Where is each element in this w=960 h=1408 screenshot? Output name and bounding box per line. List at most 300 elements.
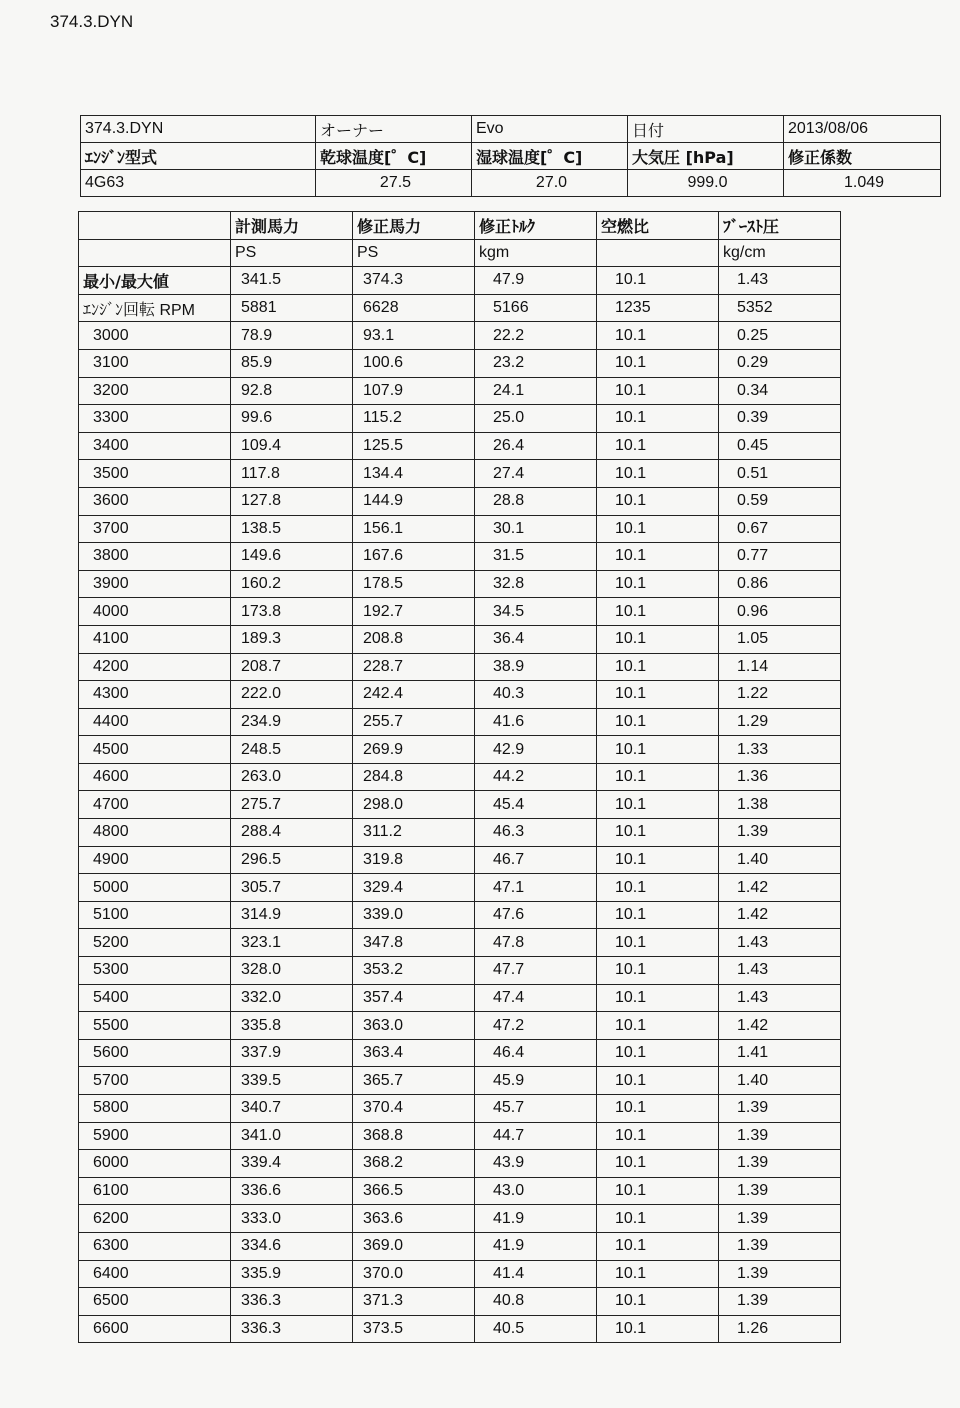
boost-pressure-cell: 1.39 xyxy=(719,1095,841,1123)
measured-power-cell: 234.9 xyxy=(231,708,353,736)
corrected-torque-cell: 26.4 xyxy=(475,432,597,460)
corrected-torque-cell: 40.5 xyxy=(475,1315,597,1343)
measured-power-cell: 341.0 xyxy=(231,1122,353,1150)
corrected-torque-cell: 45.4 xyxy=(475,791,597,819)
table-row xyxy=(79,736,841,764)
table-row xyxy=(79,653,841,681)
corrected-torque-cell: 36.4 xyxy=(475,625,597,653)
rpm-cell: 5200 xyxy=(79,929,231,957)
corrected-torque-cell: 47.4 xyxy=(475,984,597,1012)
air-fuel-ratio-cell: 10.1 xyxy=(597,1067,719,1095)
unit-measured-power: PS xyxy=(231,239,353,267)
min-max-cell: 374.3 xyxy=(353,267,475,295)
rpm-cell: 3100 xyxy=(79,349,231,377)
corrected-power-cell: 167.6 xyxy=(353,543,475,571)
corrected-power-cell: 269.9 xyxy=(353,736,475,764)
rpm-cell: 4700 xyxy=(79,791,231,819)
rpm-cell: 3000 xyxy=(79,322,231,350)
info-wet-bulb-value: 27.0 xyxy=(472,170,628,197)
boost-pressure-cell: 1.39 xyxy=(719,1177,841,1205)
measured-power-cell: 78.9 xyxy=(231,322,353,350)
rpm-cell: 3400 xyxy=(79,432,231,460)
corrected-torque-cell: 27.4 xyxy=(475,460,597,488)
boost-pressure-cell: 1.38 xyxy=(719,791,841,819)
boost-pressure-cell: 1.39 xyxy=(719,819,841,847)
boost-pressure-cell: 0.59 xyxy=(719,487,841,515)
measured-power-cell: 263.0 xyxy=(231,763,353,791)
info-file-name: 374.3.DYN xyxy=(81,116,316,143)
measured-power-cell: 333.0 xyxy=(231,1205,353,1233)
air-fuel-ratio-cell: 10.1 xyxy=(597,653,719,681)
measured-power-cell: 323.1 xyxy=(231,929,353,957)
measured-power-cell: 334.6 xyxy=(231,1232,353,1260)
boost-pressure-cell: 1.22 xyxy=(719,681,841,709)
corrected-power-cell: 347.8 xyxy=(353,929,475,957)
corrected-torque-cell: 45.7 xyxy=(475,1095,597,1123)
measured-power-cell: 208.7 xyxy=(231,653,353,681)
corrected-torque-cell: 24.1 xyxy=(475,377,597,405)
measured-power-cell: 336.6 xyxy=(231,1177,353,1205)
rpm-cell: 4300 xyxy=(79,681,231,709)
rpm-cell: 5600 xyxy=(79,1039,231,1067)
min-max-cell: 1.43 xyxy=(719,267,841,295)
corrected-power-cell: 298.0 xyxy=(353,791,475,819)
rpm-cell: 4900 xyxy=(79,846,231,874)
min-max-row xyxy=(79,267,841,295)
measured-power-cell: 109.4 xyxy=(231,432,353,460)
corrected-power-cell: 134.4 xyxy=(353,460,475,488)
table-row xyxy=(79,901,841,929)
info-row-labels xyxy=(81,143,941,170)
rpm-cell: 6100 xyxy=(79,1177,231,1205)
air-fuel-ratio-cell: 10.1 xyxy=(597,874,719,902)
corrected-torque-cell: 47.7 xyxy=(475,957,597,985)
info-table xyxy=(80,115,941,197)
corrected-power-cell: 156.1 xyxy=(353,515,475,543)
air-fuel-ratio-cell: 10.1 xyxy=(597,349,719,377)
rpm-cell: 3300 xyxy=(79,405,231,433)
corrected-torque-cell: 22.2 xyxy=(475,322,597,350)
boost-pressure-cell: 0.86 xyxy=(719,570,841,598)
boost-pressure-cell: 1.43 xyxy=(719,957,841,985)
header-measured-power: 計測馬力 xyxy=(231,212,353,240)
header-corrected-torque: 修正ﾄﾙｸ xyxy=(475,212,597,240)
table-row xyxy=(79,598,841,626)
corrected-torque-cell: 40.8 xyxy=(475,1288,597,1316)
rpm-cell: 4100 xyxy=(79,625,231,653)
header-corrected-power: 修正馬力 xyxy=(353,212,475,240)
rpm-cell: 5900 xyxy=(79,1122,231,1150)
measured-power-cell: 314.9 xyxy=(231,901,353,929)
corrected-torque-cell: 42.9 xyxy=(475,736,597,764)
rpm-cell: 5300 xyxy=(79,957,231,985)
corrected-power-cell: 192.7 xyxy=(353,598,475,626)
boost-pressure-cell: 0.39 xyxy=(719,405,841,433)
boost-pressure-cell: 1.40 xyxy=(719,846,841,874)
info-date-value: 2013/08/06 xyxy=(784,116,941,143)
boost-pressure-cell: 0.45 xyxy=(719,432,841,460)
corrected-torque-cell: 25.0 xyxy=(475,405,597,433)
info-correction-value: 1.049 xyxy=(784,170,941,197)
corrected-power-cell: 115.2 xyxy=(353,405,475,433)
info-engine-type-label: ｴﾝｼﾞﾝ型式 xyxy=(81,143,316,170)
air-fuel-ratio-cell: 10.1 xyxy=(597,1260,719,1288)
measured-power-cell: 222.0 xyxy=(231,681,353,709)
table-row xyxy=(79,322,841,350)
table-row xyxy=(79,846,841,874)
corrected-power-cell: 178.5 xyxy=(353,570,475,598)
air-fuel-ratio-cell: 10.1 xyxy=(597,708,719,736)
corrected-power-cell: 368.2 xyxy=(353,1150,475,1178)
rpm-cell: 6400 xyxy=(79,1260,231,1288)
engine-rpm-cell: 6628 xyxy=(353,294,475,322)
min-max-cell: 47.9 xyxy=(475,267,597,295)
measured-power-cell: 92.8 xyxy=(231,377,353,405)
air-fuel-ratio-cell: 10.1 xyxy=(597,1039,719,1067)
boost-pressure-cell: 1.39 xyxy=(719,1260,841,1288)
unit-blank xyxy=(79,239,231,267)
dyno-data-rows xyxy=(79,322,841,1343)
table-row xyxy=(79,349,841,377)
corrected-torque-cell: 38.9 xyxy=(475,653,597,681)
air-fuel-ratio-cell: 10.1 xyxy=(597,543,719,571)
measured-power-cell: 335.9 xyxy=(231,1260,353,1288)
corrected-torque-cell: 34.5 xyxy=(475,598,597,626)
boost-pressure-cell: 1.43 xyxy=(719,929,841,957)
min-max-label: 最小/最大値 xyxy=(79,267,231,295)
air-fuel-ratio-cell: 10.1 xyxy=(597,460,719,488)
rpm-cell: 6600 xyxy=(79,1315,231,1343)
corrected-power-cell: 311.2 xyxy=(353,819,475,847)
engine-rpm-cell: 5881 xyxy=(231,294,353,322)
measured-power-cell: 117.8 xyxy=(231,460,353,488)
corrected-torque-cell: 43.9 xyxy=(475,1150,597,1178)
corrected-power-cell: 363.6 xyxy=(353,1205,475,1233)
boost-pressure-cell: 0.34 xyxy=(719,377,841,405)
air-fuel-ratio-cell: 10.1 xyxy=(597,487,719,515)
table-row xyxy=(79,405,841,433)
boost-pressure-cell: 1.39 xyxy=(719,1205,841,1233)
corrected-torque-cell: 40.3 xyxy=(475,681,597,709)
info-engine-type-value: 4G63 xyxy=(81,170,316,197)
air-fuel-ratio-cell: 10.1 xyxy=(597,846,719,874)
min-max-cell: 10.1 xyxy=(597,267,719,295)
header-air-fuel-ratio: 空燃比 xyxy=(597,212,719,240)
measured-power-cell: 337.9 xyxy=(231,1039,353,1067)
rpm-cell: 5400 xyxy=(79,984,231,1012)
info-dry-bulb-label: 乾球温度[゜C] xyxy=(316,143,472,170)
air-fuel-ratio-cell: 10.1 xyxy=(597,957,719,985)
rpm-cell: 4400 xyxy=(79,708,231,736)
air-fuel-ratio-cell: 10.1 xyxy=(597,1177,719,1205)
air-fuel-ratio-cell: 10.1 xyxy=(597,322,719,350)
min-max-cell: 341.5 xyxy=(231,267,353,295)
table-row xyxy=(79,1122,841,1150)
air-fuel-ratio-cell: 10.1 xyxy=(597,819,719,847)
boost-pressure-cell: 1.42 xyxy=(719,1012,841,1040)
air-fuel-ratio-cell: 10.1 xyxy=(597,1122,719,1150)
air-fuel-ratio-cell: 10.1 xyxy=(597,901,719,929)
rpm-cell: 6000 xyxy=(79,1150,231,1178)
corrected-torque-cell: 41.4 xyxy=(475,1260,597,1288)
rpm-cell: 6300 xyxy=(79,1232,231,1260)
boost-pressure-cell: 1.26 xyxy=(719,1315,841,1343)
boost-pressure-cell: 0.67 xyxy=(719,515,841,543)
corrected-power-cell: 255.7 xyxy=(353,708,475,736)
info-owner-value: Evo xyxy=(472,116,628,143)
engine-rpm-row xyxy=(79,294,841,322)
air-fuel-ratio-cell: 10.1 xyxy=(597,625,719,653)
table-row xyxy=(79,1177,841,1205)
corrected-power-cell: 319.8 xyxy=(353,846,475,874)
rpm-cell: 4800 xyxy=(79,819,231,847)
boost-pressure-cell: 1.39 xyxy=(719,1122,841,1150)
measured-power-cell: 335.8 xyxy=(231,1012,353,1040)
boost-pressure-cell: 1.14 xyxy=(719,653,841,681)
info-dry-bulb-value: 27.5 xyxy=(316,170,472,197)
info-owner-label: オーナー xyxy=(316,116,472,143)
boost-pressure-cell: 1.41 xyxy=(719,1039,841,1067)
corrected-torque-cell: 41.9 xyxy=(475,1205,597,1233)
boost-pressure-cell: 1.40 xyxy=(719,1067,841,1095)
table-row xyxy=(79,543,841,571)
measured-power-cell: 296.5 xyxy=(231,846,353,874)
air-fuel-ratio-cell: 10.1 xyxy=(597,763,719,791)
info-correction-label: 修正係数 xyxy=(784,143,941,170)
corrected-power-cell: 208.8 xyxy=(353,625,475,653)
air-fuel-ratio-cell: 10.1 xyxy=(597,515,719,543)
measured-power-cell: 305.7 xyxy=(231,874,353,902)
table-row xyxy=(79,1315,841,1343)
measured-power-cell: 339.4 xyxy=(231,1150,353,1178)
rpm-cell: 4200 xyxy=(79,653,231,681)
measured-power-cell: 336.3 xyxy=(231,1288,353,1316)
measured-power-cell: 332.0 xyxy=(231,984,353,1012)
corrected-power-cell: 371.3 xyxy=(353,1288,475,1316)
air-fuel-ratio-cell: 10.1 xyxy=(597,791,719,819)
unit-corrected-power: PS xyxy=(353,239,475,267)
corrected-torque-cell: 28.8 xyxy=(475,487,597,515)
corrected-power-cell: 363.0 xyxy=(353,1012,475,1040)
air-fuel-ratio-cell: 10.1 xyxy=(597,377,719,405)
air-fuel-ratio-cell: 10.1 xyxy=(597,736,719,764)
rpm-cell: 6500 xyxy=(79,1288,231,1316)
measured-power-cell: 275.7 xyxy=(231,791,353,819)
corrected-power-cell: 228.7 xyxy=(353,653,475,681)
table-row xyxy=(79,708,841,736)
info-wet-bulb-label: 湿球温度[゜C] xyxy=(472,143,628,170)
rpm-cell: 6200 xyxy=(79,1205,231,1233)
corrected-torque-cell: 43.0 xyxy=(475,1177,597,1205)
table-row xyxy=(79,984,841,1012)
air-fuel-ratio-cell: 10.1 xyxy=(597,1288,719,1316)
boost-pressure-cell: 1.42 xyxy=(719,874,841,902)
table-row xyxy=(79,874,841,902)
table-row xyxy=(79,1260,841,1288)
corrected-power-cell: 370.0 xyxy=(353,1260,475,1288)
table-row xyxy=(79,929,841,957)
info-date-label: 日付 xyxy=(628,116,784,143)
corrected-torque-cell: 31.5 xyxy=(475,543,597,571)
corrected-torque-cell: 47.8 xyxy=(475,929,597,957)
corrected-torque-cell: 41.6 xyxy=(475,708,597,736)
corrected-power-cell: 373.5 xyxy=(353,1315,475,1343)
table-row xyxy=(79,1039,841,1067)
air-fuel-ratio-cell: 10.1 xyxy=(597,1205,719,1233)
rpm-cell: 3900 xyxy=(79,570,231,598)
measured-power-cell: 99.6 xyxy=(231,405,353,433)
table-row xyxy=(79,460,841,488)
corrected-power-cell: 353.2 xyxy=(353,957,475,985)
corrected-torque-cell: 47.6 xyxy=(475,901,597,929)
air-fuel-ratio-cell: 10.1 xyxy=(597,598,719,626)
corrected-power-cell: 144.9 xyxy=(353,487,475,515)
info-pressure-label: 大気圧 [hPa] xyxy=(628,143,784,170)
table-row xyxy=(79,1150,841,1178)
air-fuel-ratio-cell: 10.1 xyxy=(597,1150,719,1178)
dyno-unit-row xyxy=(79,239,841,267)
rpm-cell: 5500 xyxy=(79,1012,231,1040)
corrected-torque-cell: 46.7 xyxy=(475,846,597,874)
corrected-torque-cell: 45.9 xyxy=(475,1067,597,1095)
corrected-power-cell: 125.5 xyxy=(353,432,475,460)
corrected-power-cell: 100.6 xyxy=(353,349,475,377)
unit-air-fuel-ratio xyxy=(597,239,719,267)
corrected-power-cell: 284.8 xyxy=(353,763,475,791)
table-row xyxy=(79,515,841,543)
rpm-cell: 4600 xyxy=(79,763,231,791)
rpm-cell: 5000 xyxy=(79,874,231,902)
table-row xyxy=(79,1095,841,1123)
table-row xyxy=(79,1205,841,1233)
measured-power-cell: 336.3 xyxy=(231,1315,353,1343)
air-fuel-ratio-cell: 10.1 xyxy=(597,432,719,460)
measured-power-cell: 248.5 xyxy=(231,736,353,764)
rpm-cell: 4000 xyxy=(79,598,231,626)
boost-pressure-cell: 0.51 xyxy=(719,460,841,488)
boost-pressure-cell: 1.36 xyxy=(719,763,841,791)
corrected-power-cell: 329.4 xyxy=(353,874,475,902)
rpm-cell: 5100 xyxy=(79,901,231,929)
rpm-cell: 3200 xyxy=(79,377,231,405)
corrected-torque-cell: 46.3 xyxy=(475,819,597,847)
boost-pressure-cell: 1.43 xyxy=(719,984,841,1012)
measured-power-cell: 138.5 xyxy=(231,515,353,543)
measured-power-cell: 339.5 xyxy=(231,1067,353,1095)
corrected-torque-cell: 41.9 xyxy=(475,1232,597,1260)
air-fuel-ratio-cell: 10.1 xyxy=(597,1315,719,1343)
table-row xyxy=(79,681,841,709)
air-fuel-ratio-cell: 10.1 xyxy=(597,984,719,1012)
air-fuel-ratio-cell: 10.1 xyxy=(597,681,719,709)
table-row xyxy=(79,570,841,598)
table-row xyxy=(79,791,841,819)
measured-power-cell: 85.9 xyxy=(231,349,353,377)
engine-rpm-cell: 5352 xyxy=(719,294,841,322)
info-row-header xyxy=(81,116,941,143)
air-fuel-ratio-cell: 10.1 xyxy=(597,1012,719,1040)
table-row xyxy=(79,625,841,653)
air-fuel-ratio-cell: 10.1 xyxy=(597,929,719,957)
unit-corrected-torque: kgm xyxy=(475,239,597,267)
corrected-power-cell: 107.9 xyxy=(353,377,475,405)
corrected-torque-cell: 47.2 xyxy=(475,1012,597,1040)
measured-power-cell: 127.8 xyxy=(231,487,353,515)
corrected-torque-cell: 32.8 xyxy=(475,570,597,598)
info-pressure-value: 999.0 xyxy=(628,170,784,197)
boost-pressure-cell: 1.39 xyxy=(719,1288,841,1316)
boost-pressure-cell: 1.42 xyxy=(719,901,841,929)
table-row xyxy=(79,819,841,847)
air-fuel-ratio-cell: 10.1 xyxy=(597,405,719,433)
table-row xyxy=(79,432,841,460)
corrected-power-cell: 370.4 xyxy=(353,1095,475,1123)
boost-pressure-cell: 0.77 xyxy=(719,543,841,571)
corrected-power-cell: 363.4 xyxy=(353,1039,475,1067)
boost-pressure-cell: 1.39 xyxy=(719,1150,841,1178)
measured-power-cell: 149.6 xyxy=(231,543,353,571)
boost-pressure-cell: 0.29 xyxy=(719,349,841,377)
measured-power-cell: 340.7 xyxy=(231,1095,353,1123)
table-row xyxy=(79,377,841,405)
boost-pressure-cell: 1.05 xyxy=(719,625,841,653)
corrected-torque-cell: 46.4 xyxy=(475,1039,597,1067)
air-fuel-ratio-cell: 10.1 xyxy=(597,570,719,598)
corrected-power-cell: 369.0 xyxy=(353,1232,475,1260)
boost-pressure-cell: 1.29 xyxy=(719,708,841,736)
corrected-torque-cell: 47.1 xyxy=(475,874,597,902)
boost-pressure-cell: 1.39 xyxy=(719,1232,841,1260)
page-title: 374.3.DYN xyxy=(50,12,134,31)
rpm-cell: 3500 xyxy=(79,460,231,488)
dyno-header-row xyxy=(79,212,841,240)
header-boost-pressure: ﾌﾞｰｽﾄ圧 xyxy=(719,212,841,240)
table-row xyxy=(79,1288,841,1316)
engine-rpm-label: ｴﾝｼﾞﾝ回転 RPM xyxy=(79,294,231,322)
boost-pressure-cell: 1.33 xyxy=(719,736,841,764)
corrected-power-cell: 368.8 xyxy=(353,1122,475,1150)
rpm-cell: 4500 xyxy=(79,736,231,764)
info-row-values xyxy=(81,170,941,197)
table-row xyxy=(79,1232,841,1260)
measured-power-cell: 160.2 xyxy=(231,570,353,598)
air-fuel-ratio-cell: 10.1 xyxy=(597,1095,719,1123)
corrected-power-cell: 365.7 xyxy=(353,1067,475,1095)
corrected-power-cell: 357.4 xyxy=(353,984,475,1012)
engine-rpm-cell: 1235 xyxy=(597,294,719,322)
table-row xyxy=(79,1067,841,1095)
air-fuel-ratio-cell: 10.1 xyxy=(597,1232,719,1260)
corrected-torque-cell: 44.7 xyxy=(475,1122,597,1150)
table-row xyxy=(79,487,841,515)
measured-power-cell: 189.3 xyxy=(231,625,353,653)
rpm-cell: 5800 xyxy=(79,1095,231,1123)
header-blank xyxy=(79,212,231,240)
corrected-power-cell: 93.1 xyxy=(353,322,475,350)
engine-rpm-cell: 5166 xyxy=(475,294,597,322)
measured-power-cell: 173.8 xyxy=(231,598,353,626)
corrected-power-cell: 366.5 xyxy=(353,1177,475,1205)
corrected-torque-cell: 23.2 xyxy=(475,349,597,377)
measured-power-cell: 288.4 xyxy=(231,819,353,847)
unit-boost-pressure: kg/cm xyxy=(719,239,841,267)
dyno-table xyxy=(78,211,841,1343)
corrected-power-cell: 339.0 xyxy=(353,901,475,929)
rpm-cell: 3800 xyxy=(79,543,231,571)
rpm-cell: 3600 xyxy=(79,487,231,515)
corrected-torque-cell: 30.1 xyxy=(475,515,597,543)
rpm-cell: 5700 xyxy=(79,1067,231,1095)
